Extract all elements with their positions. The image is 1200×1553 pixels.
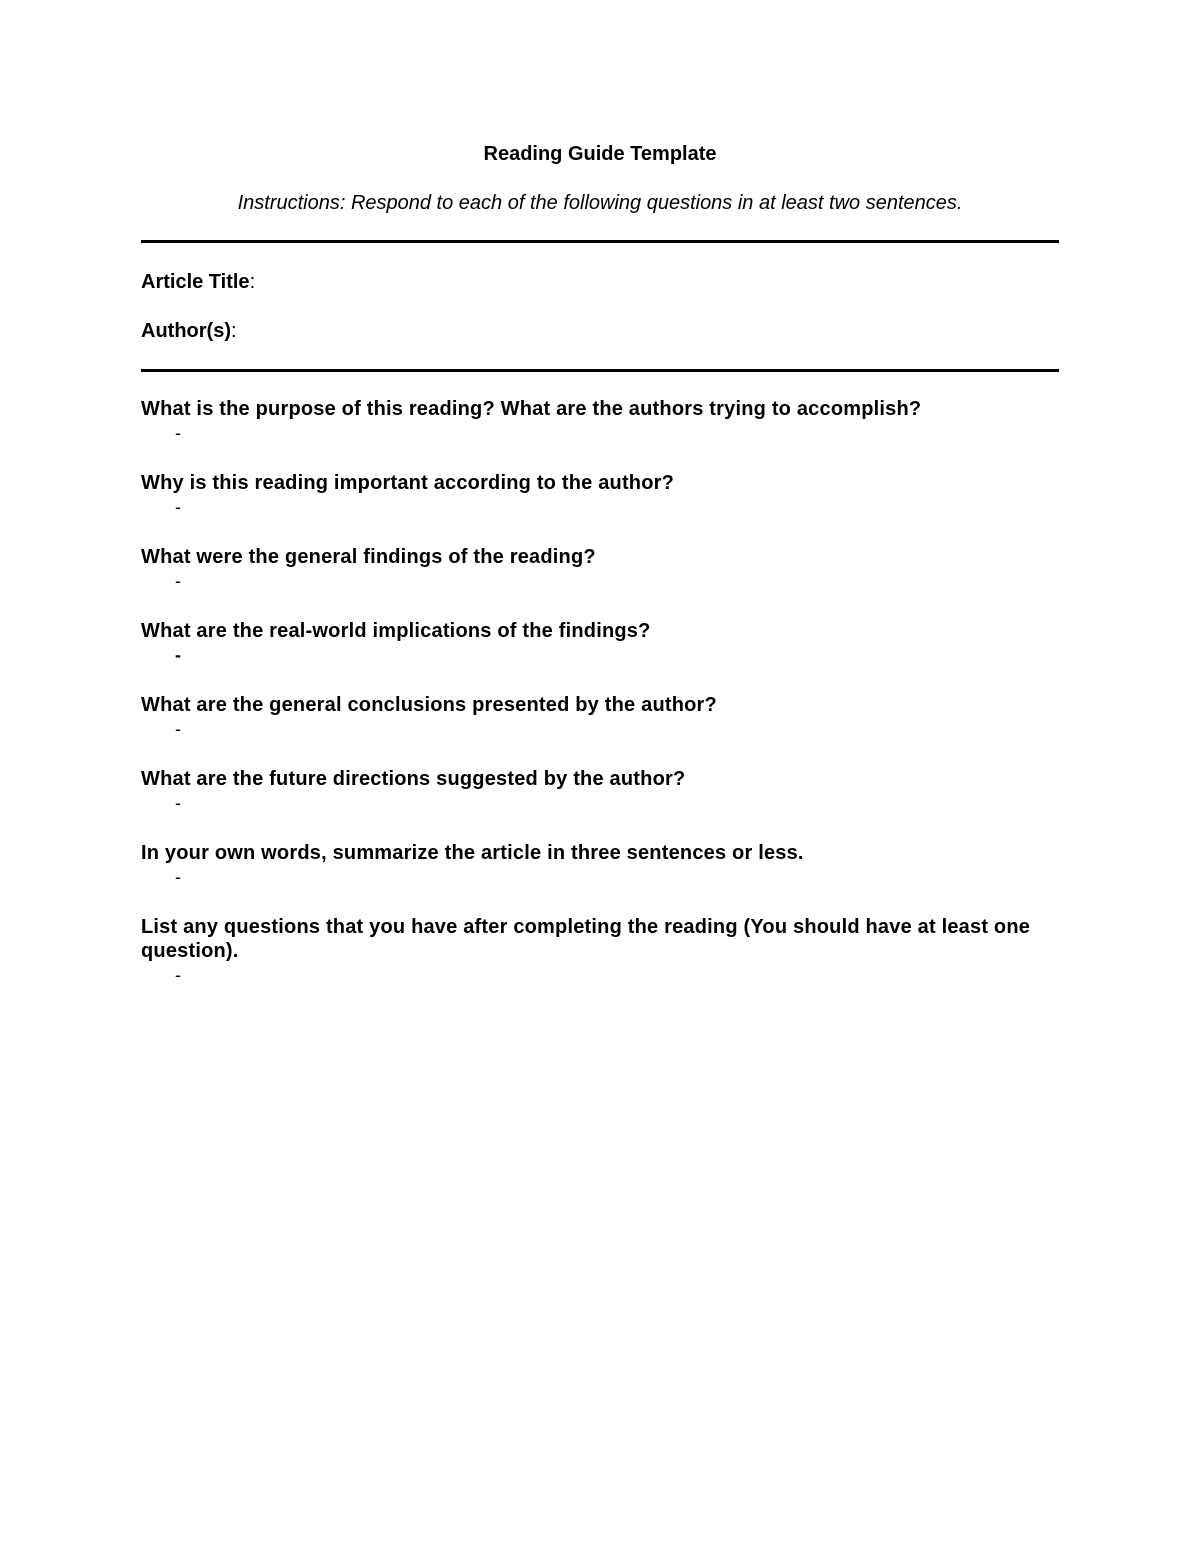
question-text: What were the general findings of the reading?	[141, 546, 596, 568]
answer-bullet: -	[175, 719, 181, 739]
bottom-divider	[141, 369, 1059, 372]
question-text: What are the real-world implications of the findings?	[141, 620, 651, 642]
instructions-text: Instructions: Respond to each of the following questions in at least two sentences.	[237, 192, 963, 214]
authors-line	[141, 319, 237, 343]
question-item	[141, 767, 1059, 815]
authors-label: Author(s)	[141, 320, 231, 342]
question-text: What are the general conclusions presented by the author?	[141, 694, 717, 716]
answer-bullet: -	[175, 645, 181, 665]
question-item	[141, 397, 1059, 445]
question-text: What are the future directions suggested by the author?	[141, 768, 686, 790]
question-text: Why is this reading important according to the author?	[141, 472, 675, 494]
questions-list	[141, 397, 1059, 1013]
question-item	[141, 545, 1059, 593]
answer-bullet: -	[175, 571, 181, 591]
answer-bullet: -	[175, 423, 181, 443]
answer-bullet: -	[175, 867, 181, 887]
authors-colon: :	[230, 320, 237, 342]
question-item	[141, 841, 1059, 889]
question-item	[141, 915, 1059, 987]
question-text: What is the purpose of this reading? What are the authors trying to accomplish?	[141, 398, 922, 420]
top-divider	[141, 240, 1059, 243]
answer-bullet: -	[175, 965, 181, 985]
question-text: List any questions that you have after completing the reading (You should have at least one question).	[141, 916, 1031, 962]
article-title-label: Article Title	[141, 271, 250, 293]
article-title-colon: :	[249, 271, 256, 293]
answer-bullet: -	[175, 793, 181, 813]
question-item	[141, 619, 1059, 667]
question-item	[141, 693, 1059, 741]
question-text: In your own words, summarize the article in three sentences or less.	[141, 842, 804, 864]
document-title: Reading Guide Template	[483, 143, 717, 165]
article-title-line	[141, 270, 255, 294]
question-item	[141, 471, 1059, 519]
answer-bullet: -	[175, 497, 181, 517]
